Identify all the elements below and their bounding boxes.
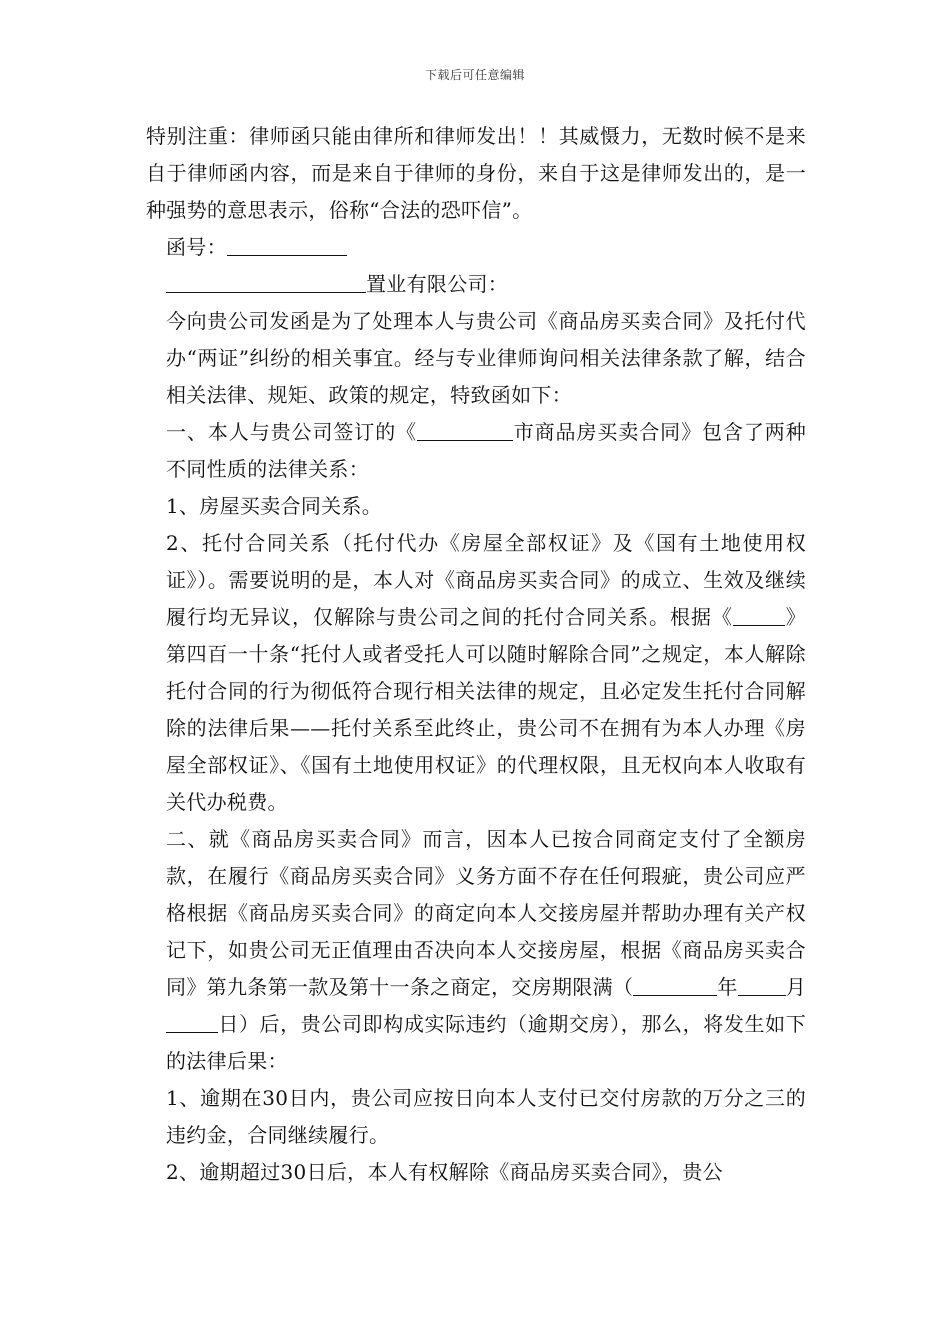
month-blank[interactable] [738, 973, 786, 996]
section-two-paragraph: 二、就《商品房买卖合同》而言，因本人已按合同商定支付了全额房款，在履行《商品房买卖合同》义务方面不存在任何瑕疵，贵公司应严格根据《商品房买卖合同》的商定向本人交接房屋并帮助办理有关产权记下，如贵公司无正值理由否决向本人交接房屋，根据《商品房买卖合同》第九条第一款及第十一条之商定，交房期限满（ 年 月日）后，贵公司即构成实际违约（逾期交房），那么，将发生如下的法律后果： [166, 827, 806, 1073]
section-one-paragraph: 一、本人与贵公司签订的《 市商品房买卖合同》包含了两种不同性质的法律关系： [166, 420, 806, 481]
letter-number-label: 函号： [166, 235, 227, 259]
section-two-item-2: 2、逾期超过30日后，本人有权解除《商品房买卖合同》，贵公 [166, 1160, 723, 1184]
intro-paragraph: 今向贵公司发函是为了处理本人与贵公司《商品房买卖合同》及托付代办“两证”纠纷的相关事宜。经与专业律师询问相关法律条款了解，结合相关法律、规矩、政策的规定，特致函如下： [166, 309, 806, 407]
section-two-item-1: 1、逾期在30日内，贵公司应按日向本人支付已交付房款的万分之三的违约金，合同继续履行。 [166, 1086, 806, 1147]
document-body [146, 118, 806, 1191]
day-blank[interactable] [166, 1010, 218, 1033]
section-one-item-1: 1、房屋买卖合同关系。 [166, 494, 383, 518]
recipient-suffix: 置业有限公司： [366, 272, 509, 296]
letter-number-line [146, 229, 806, 266]
recipient-line [146, 266, 806, 303]
section-one-item-2: 2、托付合同关系（托付代办《房屋全部权证》及《国有土地使用权证》）。需要说明的是，本人对《商品房买卖合同》的成立、生效及继续履行均无异议，仅解除与贵公司之间的托付合同关系。根据《 》第四百一十条“托付人或者受托人可以随时解除合同”之规定，本人解除托付合同的行为彻低符合现行相关法律的规定，且必定发生托付合同解除的法律后果——托付关系至此终止，贵公司不在拥有为本人办理《房屋全部权证》、《国有土地使用权证》的代理权限，且无权向本人收取有关代办税费。 [166, 531, 806, 814]
special-note: 特别注重：律师函只能由律所和律师发出！！其威慑力，无数时候不是来自于律师函内容，而是来自于律师的身份，来自于这是律师发出的，是一种强势的意思表示，俗称“合法的恐吓信”。 [146, 124, 806, 222]
page-header: 下载后可任意编辑 [424, 68, 525, 82]
law-name-blank[interactable] [733, 603, 785, 626]
year-blank[interactable] [633, 973, 717, 996]
city-blank[interactable] [417, 418, 513, 441]
letter-number-blank[interactable] [227, 233, 347, 256]
recipient-blank[interactable] [166, 270, 366, 293]
